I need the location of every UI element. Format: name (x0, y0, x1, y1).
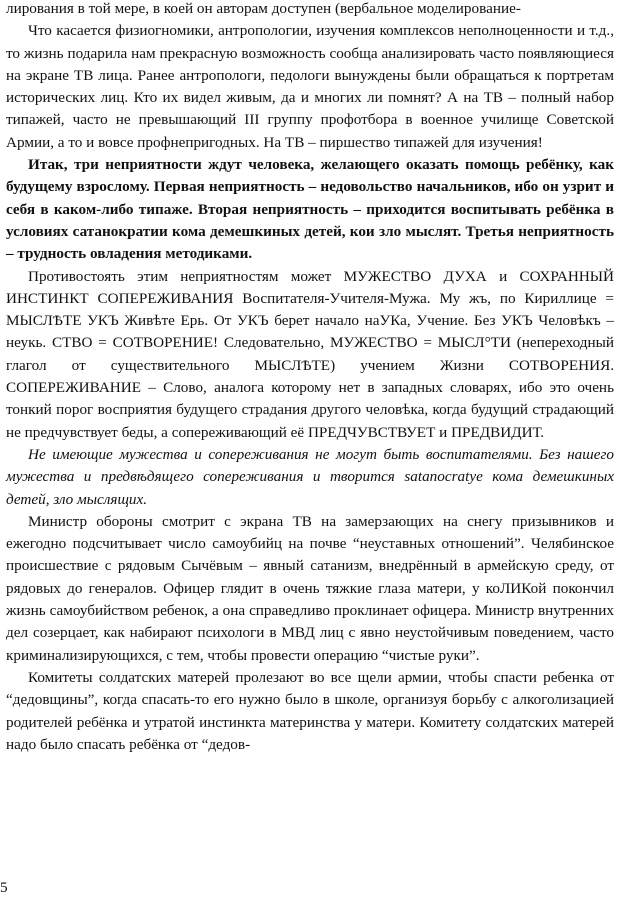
paragraph-continued: лирования в той мере, в коей он авторам доступен (вербальное моделирование- (6, 0, 521, 17)
paragraph-three-troubles: Итак, три неприятности ждут человека, желающего оказать помощь ребёнку, как будущему взрослому. Первая неприятность – недовольство начальников, ибо он узрит и себя в каком-либо типаже. Вторая неприятность – приходится воспитывать ребёнка в условиях сатанократии кома демешкиных детей, кои зло мыслят. Третья неприятность – трудность овладения методиками. (6, 156, 614, 263)
paragraph-courage: Противостоять этим неприятностям может МУЖЕСТВО ДУХА и СОХРАННЫЙ ИНСТИНКТ СОПЕРЕЖИВАНИЯ Воспитателя-Учителя-Мужа. Му жъ, по Кириллице = МЫСЛѢТЕ УКЪ Живѣте Ерь. От УКЪ берет начало наУКа, Учение. Без УКЪ Человѣкъ – неукь. СТВО = СОТВОРЕНИЕ! Следовательно, МУЖЕСТВО = МЫСЛ°ТИ (непереходный глагол от существительного МЫСЛѢТЕ) учением Жизни СОТВОРЕНИЯ. СОПЕРЕЖИВАНИЕ – Слово, аналога которому нет в западных словарях, ибо это очень тонкий порог восприятия будущего страдания другого человѣка, когда будущий страдающий не предчувствует беды, а сопереживающий её ПРЕДЧУВСТВУЕТ и ПРЕДВИДИТ. (6, 267, 614, 441)
paragraph-italic-thesis: Не имеющие мужества и сопереживания не могут быть воспитателями. Без нашего мужества и предвѣдящего сопереживания и творится satanocratye кома демешкиных детей, зло мыслящих. (6, 445, 614, 508)
paragraph-defense-minister: Министр обороны смотрит с экрана ТВ на замерзающих на снегу призывников и ежегодно подсчитывает число самоубийц на почве “неуставных отношений”. Челябинское происшествие с рядовым Сычёвым – явный сатанизм, внедрённый в армейскую среду, от рядовых до генералов. Офицер глядит в очень тяжкие глаза матери, у коЛИКой покончил жизнь самоубийством ребенок, а она справедливо проклинает офицера. Министр внутренних дел созерцает, как набирают психологи в МВД лиц с явно неустойчивым поведением, часто криминализирующихся, с тем, чтобы провести операцию “чистые руки”. (6, 512, 614, 664)
paragraph-physiognomy: Что касается физиогномики, антропологии, изучения комплексов неполноценности и т.д., то жизнь подарила нам прекрасную возможность сообща анализировать часто появляющиеся на экране ТВ лица. Ранее антропологи, педологи вынуждены были обращаться к портретам исторических лиц. Кто их видел живым, да и многих ли помнят? А на ТВ – полный набор типажей, часто не превышающий III группу профотбора в военное училище Советской Армии, а то и вовсе профнепригодных. На ТВ – пиршество типажей для изучения! (6, 22, 614, 151)
paragraph-soldiers-mothers: Комитеты солдатских матерей пролезают во все щели армии, чтобы спасти ребенка от “дедовщины”, когда спасать-то его нужно было в школе, организуя борьбу с алкоголизацией родителей ребёнка и утратой инстинкта материнства у матери. Комитету солдатских матерей надо было спасать ребёнка от “дедов- (6, 668, 614, 753)
page-number: 5 (0, 879, 8, 896)
